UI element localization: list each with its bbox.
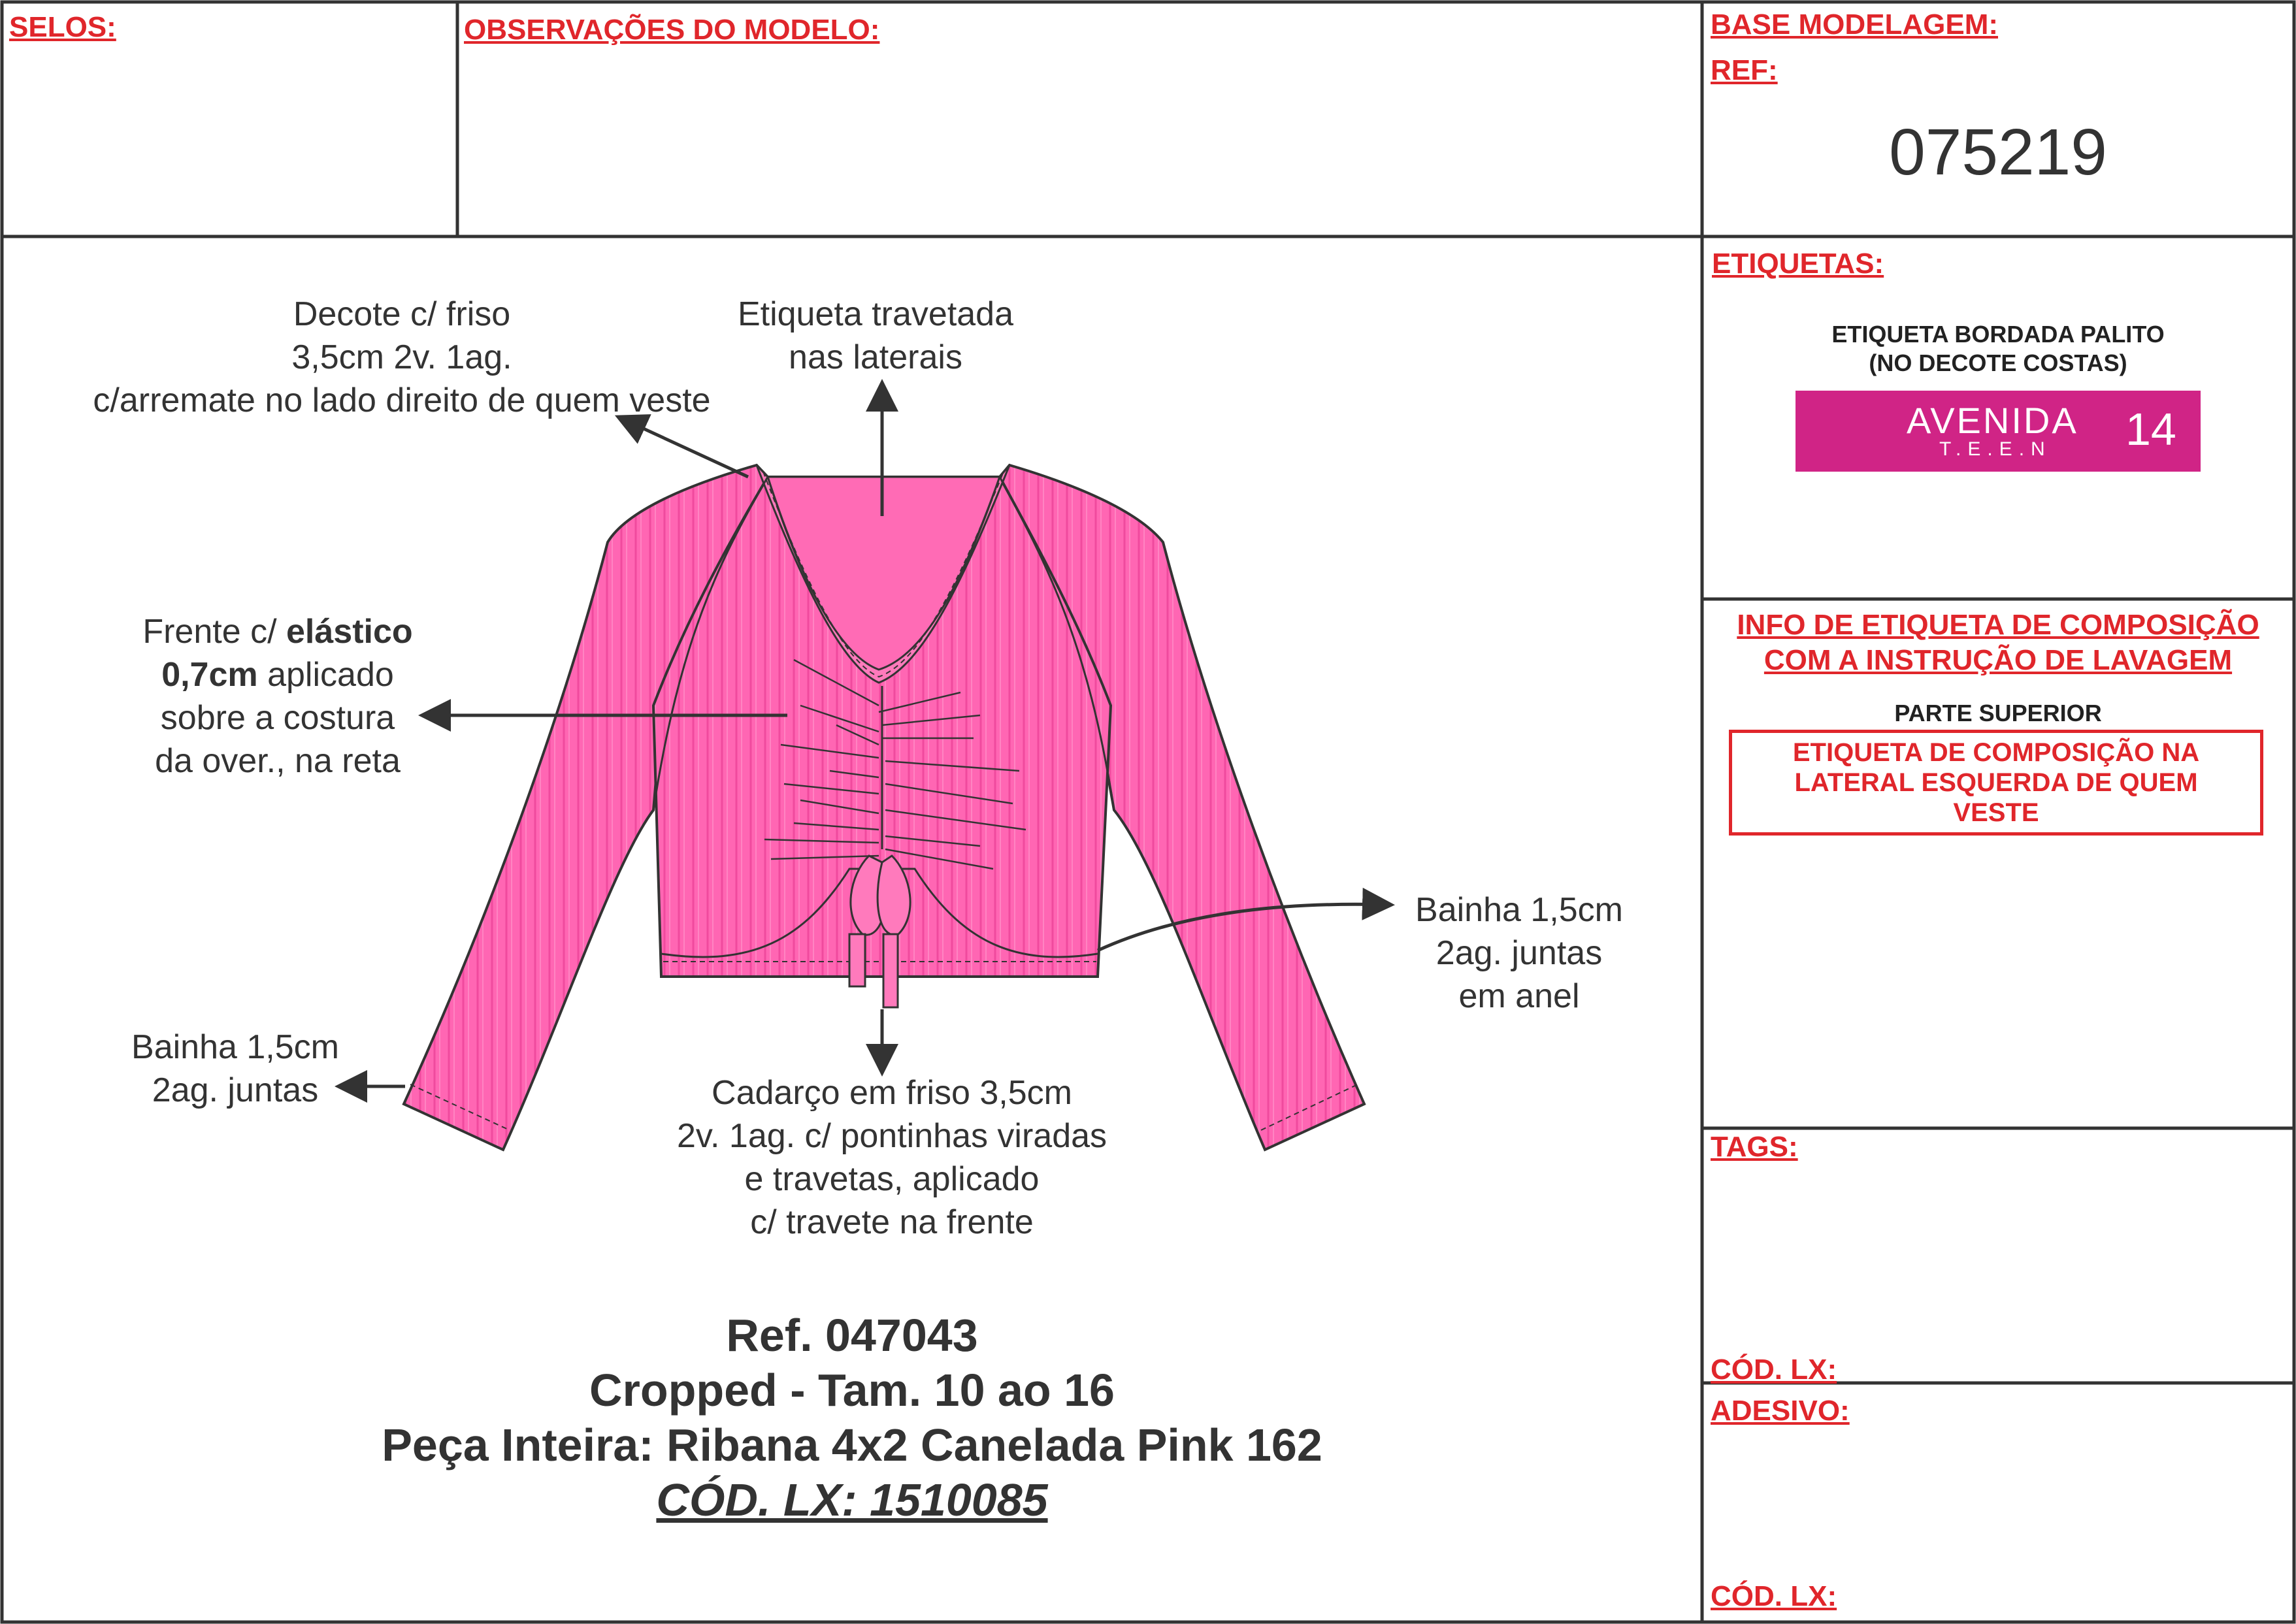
brand-name: AVENIDA — [1907, 400, 2078, 441]
tags-cod-label: CÓD. LX: — [1711, 1354, 1837, 1386]
adesivo-cod-label: CÓD. LX: — [1711, 1580, 1837, 1612]
adesivo-label: ADESIVO: — [1711, 1395, 1850, 1427]
bainha-right-line1: Bainha 1,5cm — [1415, 891, 1623, 929]
cadarco-line4: c/ travete na frente — [750, 1203, 1034, 1241]
brand-sub: T.E.E.N — [1939, 438, 2052, 460]
composicao-line1: INFO DE ETIQUETA DE COMPOSIÇÃO — [1737, 609, 2259, 641]
bainha-left-note — [98, 1026, 372, 1112]
parte-superior: PARTE SUPERIOR — [1894, 700, 2102, 726]
etiqueta-line1: ETIQUETA BORDADA PALITO — [1831, 321, 2165, 348]
frente-bold1: elástico — [286, 613, 413, 651]
frente-line4: da over., na reta — [155, 742, 401, 780]
composicao-line2: COM A INSTRUÇÃO DE LAVAGEM — [1763, 644, 2233, 676]
etiqueta-line1-note: Etiqueta travetada — [737, 295, 1014, 333]
decote-line1: Decote c/ friso — [293, 295, 511, 333]
etiqueta-note — [680, 293, 1072, 379]
ref-label: REF: — [1711, 54, 1778, 86]
bainha-left-line2: 2ag. juntas — [152, 1071, 319, 1109]
product-fabric: Peça Inteira: Ribana 4x2 Canelada Pink 162 — [382, 1420, 1322, 1470]
frente-bold2: 0,7cm — [161, 656, 258, 694]
frente-line3: sobre a costura — [160, 699, 395, 737]
composicao-box-text: ETIQUETA DE COMPOSIÇÃO NA LATERAL ESQUERDA DE QUEM VESTE — [1792, 738, 2200, 827]
frente-prefix: Frente c/ — [142, 613, 286, 651]
frente-line1 — [98, 610, 457, 653]
bainha-right-line2: 2ag. juntas — [1435, 934, 1603, 972]
bainha-right-note — [1379, 888, 1660, 1018]
etiqueta-line2-note: nas laterais — [789, 338, 962, 376]
tags-label: TAGS: — [1711, 1131, 1798, 1163]
brand-number: 14 — [2125, 404, 2176, 455]
cadarco-line3: e travetas, aplicado — [744, 1160, 1040, 1198]
decote-line2: 3,5cm 2v. 1ag. — [291, 338, 512, 376]
cadarco-line1: Cadarço em friso 3,5cm — [712, 1074, 1072, 1112]
selos-label: SELOS: — [9, 11, 116, 43]
etiquetas-label: ETIQUETAS: — [1712, 248, 1884, 280]
frente-line2 — [98, 653, 457, 696]
brand-label — [1796, 391, 2201, 472]
product-cod: CÓD. LX: 1510085 — [656, 1474, 1048, 1525]
decote-note — [33, 293, 771, 422]
frente-rest2: aplicado — [257, 656, 394, 694]
product-name: Cropped - Tam. 10 ao 16 — [589, 1365, 1115, 1416]
product-ref: Ref. 047043 — [726, 1310, 978, 1361]
bainha-left-line1: Bainha 1,5cm — [131, 1028, 339, 1066]
etiqueta-line2: (NO DECOTE COSTAS) — [1869, 349, 2127, 376]
base-modelagem-label: BASE MODELAGEM: — [1711, 8, 1998, 41]
frente-note — [98, 610, 457, 783]
cadarco-line2: 2v. 1ag. c/ pontinhas viradas — [676, 1117, 1107, 1155]
bainha-right-line3: em anel — [1458, 977, 1580, 1015]
cadarco-note — [627, 1071, 1156, 1244]
composicao-box — [1729, 730, 2263, 836]
decote-line3: c/arremate no lado direito de quem veste — [93, 382, 711, 419]
ref-value: 075219 — [1889, 116, 2107, 189]
observacoes-label: OBSERVAÇÕES DO MODELO: — [464, 14, 880, 46]
